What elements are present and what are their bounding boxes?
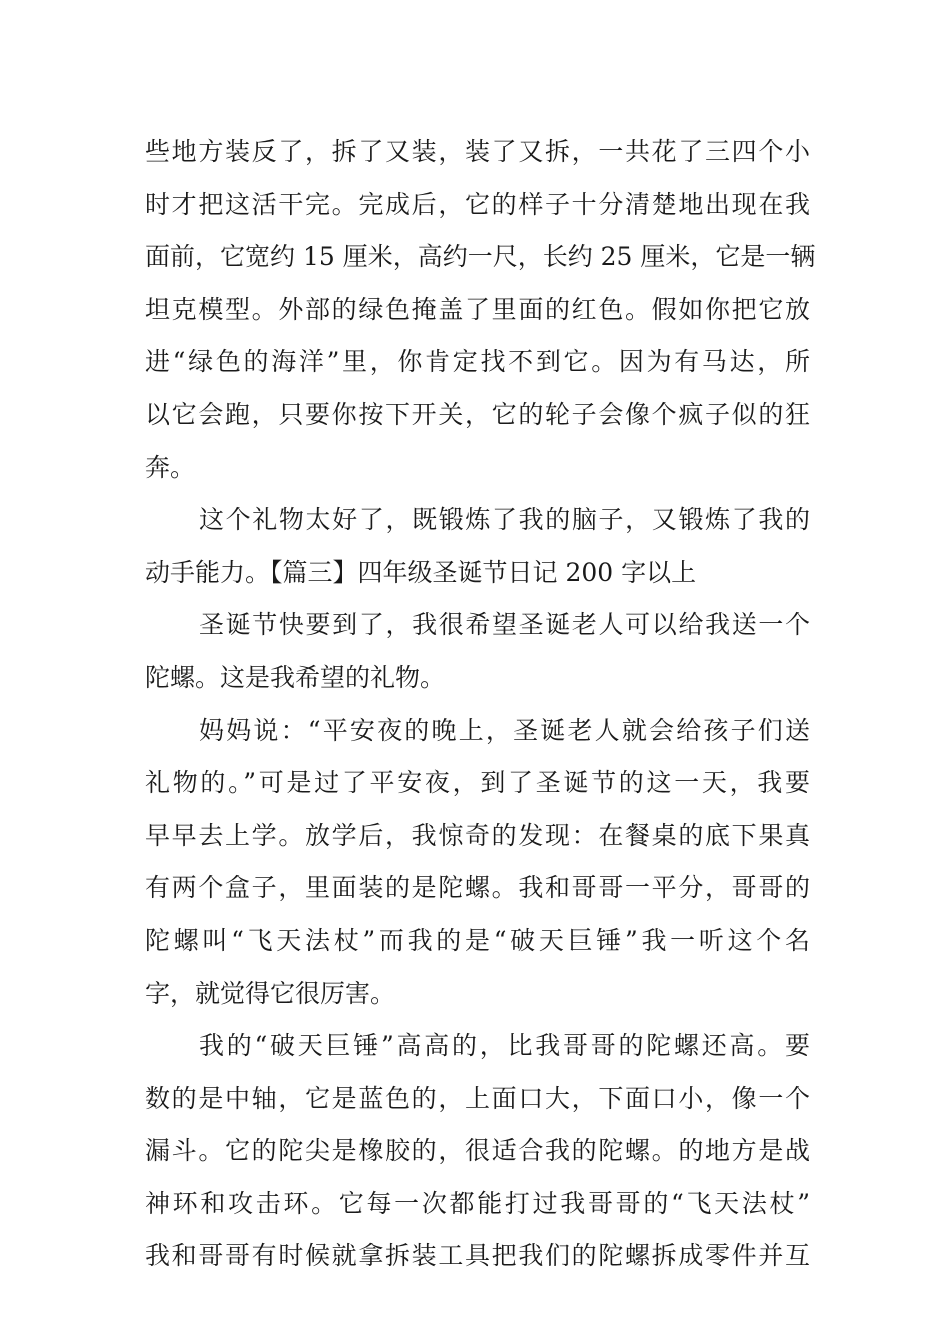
text-line: 坦克模型。外部的绿色掩盖了里面的红色。假如你把它放 xyxy=(145,294,810,324)
paragraph-first-line: 妈妈说：“平安夜的晚上，圣诞老人就会给孩子们送 xyxy=(199,715,810,745)
text-line: 陀螺。这是我希望的礼物。 xyxy=(145,662,446,692)
text-line: 进“绿色的海洋”里，你肯定找不到它。因为有马达，所 xyxy=(145,347,810,377)
document-body xyxy=(145,126,816,1283)
text-line: 面前，它宽约 15 厘米，高约一尺，长约 25 厘米，它是一辆 xyxy=(145,242,816,272)
text-line: 有两个盒子，里面装的是陀螺。我和哥哥一平分，哥哥的 xyxy=(145,873,810,903)
paragraph-first-line: 我的“破天巨锤”高高的，比我哥哥的陀螺还高。要 xyxy=(199,1031,810,1061)
text-line: 陀螺叫“飞天法杖”而我的是“破天巨锤”我一听这个名 xyxy=(145,925,810,955)
text-line: 神环和攻击环。它每一次都能打过我哥哥的“飞天法杖” xyxy=(145,1188,810,1218)
text-line: 些地方装反了，拆了又装，装了又拆，一共花了三四个小 xyxy=(145,137,810,166)
text-line: 礼物的。”可是过了平安夜，到了圣诞节的这一天，我要 xyxy=(145,768,810,798)
text-line: 早早去上学。放学后，我惊奇的发现：在餐桌的底下果真 xyxy=(145,820,810,850)
text-line: 以它会跑，只要你按下开关，它的轮子会像个疯子似的狂 xyxy=(145,399,810,429)
text-line: 字，就觉得它很厉害。 xyxy=(145,978,396,1008)
text-line: 漏斗。它的陀尖是橡胶的，很适合我的陀螺。的地方是战 xyxy=(145,1136,810,1166)
text-line: 动手能力。【篇三】四年级圣诞节日记 200 字以上 xyxy=(145,557,697,587)
text-line: 奔。 xyxy=(145,452,196,482)
text-line: 时才把这活干完。完成后，它的样子十分清楚地出现在我 xyxy=(145,189,810,219)
text-line: 数的是中轴，它是蓝色的，上面口大，下面口小，像一个 xyxy=(145,1083,810,1113)
paragraph-first-line: 这个礼物太好了，既锻炼了我的脑子，又锻炼了我的 xyxy=(199,505,810,535)
paragraph-first-line: 圣诞节快要到了，我很希望圣诞老人可以给我送一个 xyxy=(199,610,810,640)
text-line: 我和哥哥有时候就拿拆装工具把我们的陀螺拆成零件并互 xyxy=(145,1241,810,1271)
